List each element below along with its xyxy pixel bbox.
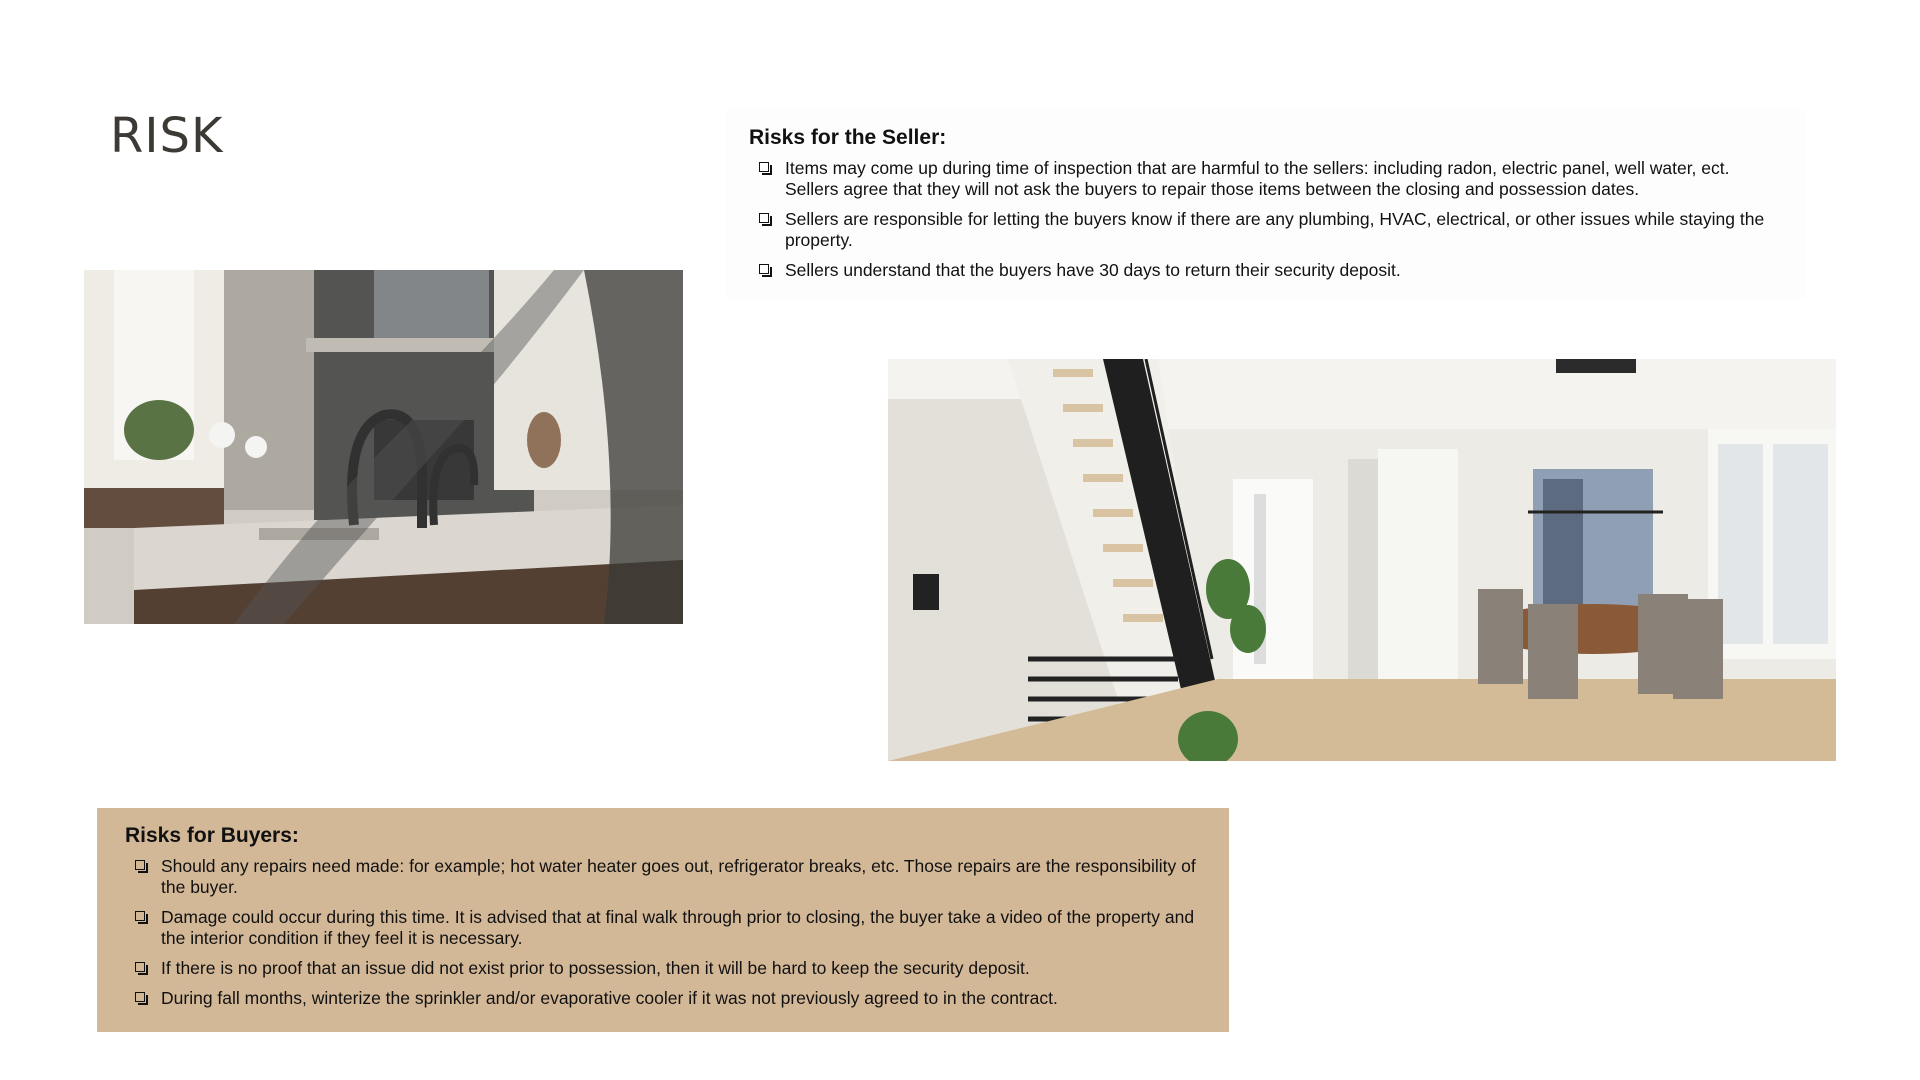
checkbox-bullet-icon — [759, 264, 769, 274]
list-item — [125, 856, 1201, 898]
buyer-risk-text: Damage could occur during this time. It is advised that at final walk through prior to closing, the buyer take a video of the property and the interior condition if they feel it is necessary. — [161, 907, 1195, 948]
kitchen-photo-art — [84, 270, 683, 624]
checkbox-bullet-icon — [759, 213, 769, 223]
list-item — [749, 209, 1781, 251]
interior-photo — [888, 359, 1836, 761]
buyer-risks-heading: Risks for Buyers: — [125, 824, 299, 847]
seller-risks-box — [725, 110, 1805, 298]
list-item — [749, 158, 1781, 200]
list-item — [125, 907, 1201, 949]
list-item — [125, 988, 1201, 1009]
seller-risks-heading: Risks for the Seller: — [749, 126, 947, 149]
checkbox-bullet-icon — [759, 162, 769, 172]
buyer-risk-text: If there is no proof that an issue did not exist prior to possession, then it will be hard to keep the security deposit. — [161, 958, 1030, 978]
buyer-risk-text: Should any repairs need made: for example; hot water heater goes out, refrigerator breaks, etc. Those repairs are the responsibility of the buyer. — [161, 856, 1196, 897]
checkbox-bullet-icon — [135, 992, 145, 1002]
seller-risk-text: Sellers are responsible for letting the buyers know if there are any plumbing, HVAC, electrical, or other issues while staying the property. — [785, 209, 1765, 250]
buyer-risks-list — [125, 856, 1201, 1009]
checkbox-bullet-icon — [135, 860, 145, 870]
seller-risk-text: Items may come up during time of inspection that are harmful to the sellers: including radon, electric panel, well water, ect. Sellers agree that they will not ask the buyers to repair those items between the closing and possession dates. — [785, 158, 1730, 199]
slide-title: RISK — [110, 108, 224, 164]
list-item — [749, 260, 1781, 281]
checkbox-bullet-icon — [135, 962, 145, 972]
seller-risk-text: Sellers understand that the buyers have 30 days to return their security deposit. — [785, 260, 1401, 280]
kitchen-photo — [84, 270, 683, 624]
buyer-risks-box — [97, 808, 1229, 1032]
list-item — [125, 958, 1201, 979]
interior-photo-art — [888, 359, 1836, 761]
buyer-risk-text: During fall months, winterize the sprinkler and/or evaporative cooler if it was not previously agreed to in the contract. — [161, 988, 1058, 1008]
seller-risks-list — [749, 158, 1781, 281]
checkbox-bullet-icon — [135, 911, 145, 921]
